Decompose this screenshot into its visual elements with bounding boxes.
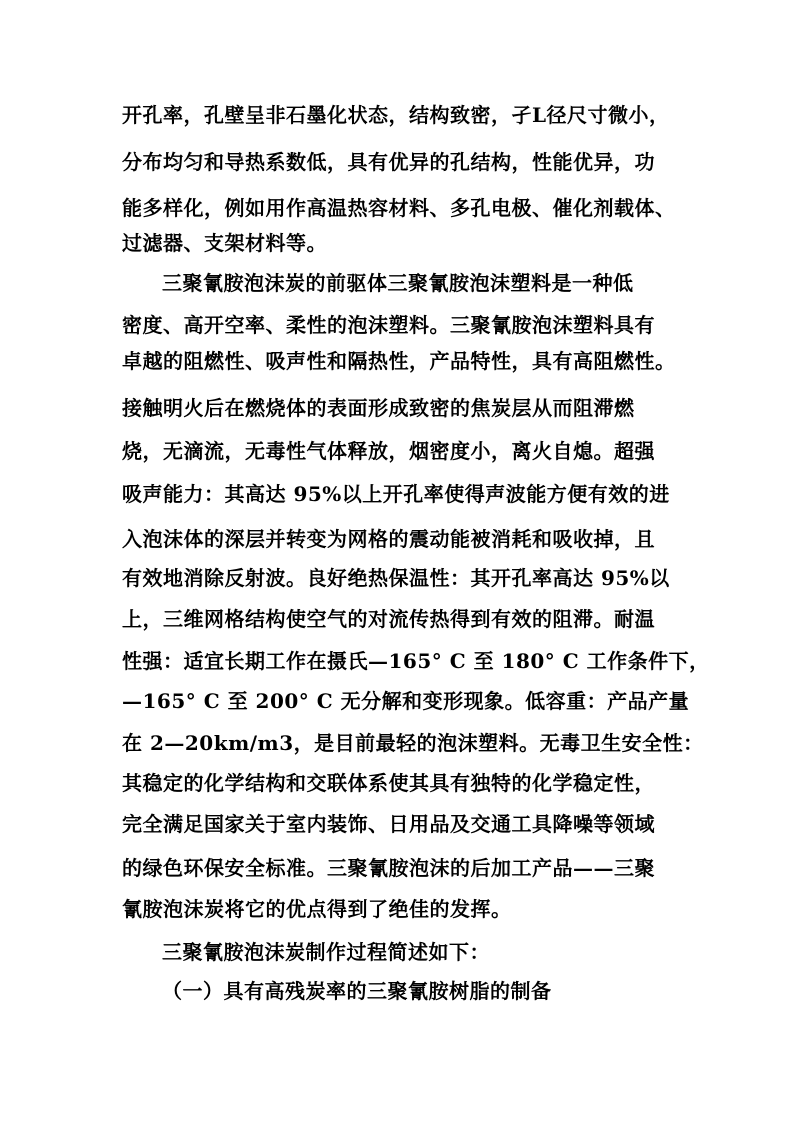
- paragraph1-line-1: 开孔率，孔壁呈非石墨化状态，结构致密，孑L径尺寸微小，: [122, 103, 670, 127]
- paragraph3-line-1: 三聚氰胺泡沫炭制作过程简述如下：: [162, 940, 490, 964]
- paragraph2-line-11: —165° C 至 200° C 无分解和变形现象。低容重：产品产量: [122, 689, 690, 713]
- paragraph2-line-14: 完全满足国家关于室内装饰、日用品及交通工具降噪等领域: [122, 812, 655, 836]
- paragraph2-line-1: 三聚氰胺泡沫炭的前驱体三聚氰胺泡沫塑料是一种低: [162, 271, 634, 295]
- paragraph2-line-13: 其稳定的化学结构和交联体系使其具有独特的化学稳定性，: [122, 771, 655, 795]
- paragraph2-line-3: 卓越的阻燃性、吸声性和隔热性，产品特性，具有高阻燃性。: [122, 349, 676, 373]
- paragraph1-line-3: 能多样化，例如用作高温热容材料、多孔电极、催化剂载体、: [122, 196, 676, 220]
- section-heading: （一）具有高残炭率的三聚氰胺树脂的制备: [162, 979, 552, 1003]
- paragraph2-line-8: 有效地消除反射波。良好绝热保温性：其开孔率高达 95%以: [122, 566, 670, 590]
- paragraph2-line-12: 在 2—20km/m3，是目前最轻的泡沫塑料。无毒卫生安全性：: [122, 731, 704, 755]
- paragraph2-line-16: 氰胺泡沫炭将它的优点得到了绝佳的发挥。: [122, 897, 512, 921]
- paragraph2-line-5: 烧，无滴流，无毒性气体释放，烟密度小，离火自熄。超强: [122, 439, 655, 463]
- paragraph2-line-7: 入泡沫体的深层并转变为网格的震动能被消耗和吸收掉，且: [122, 527, 655, 551]
- paragraph2-line-2: 密度、高开空率、柔性的泡沫塑料。三聚氰胺泡沫塑料具有: [122, 313, 655, 337]
- paragraph2-line-15: 的绿色环保安全标准。三聚氰胺泡沫的后加工产品——三聚: [122, 856, 655, 880]
- paragraph1-line-2: 分布均匀和导热系数低，具有优异的孔结构，性能优异，功: [122, 150, 655, 174]
- paragraph2-line-10: 性强：适宜长期工作在摄氏—165° C 至 180° C 工作条件下，: [122, 649, 710, 673]
- paragraph1-line-4: 过滤器、支架材料等。: [122, 231, 327, 255]
- paragraph2-line-4: 接触明火后在燃烧体的表面形成致密的焦炭层从而阻滞燃: [122, 396, 635, 420]
- paragraph2-line-9: 上，三维网格结构使空气的对流传热得到有效的阻滞。耐温: [122, 607, 655, 631]
- paragraph2-line-6: 吸声能力：其高达 95%以上开孔率使得声波能方便有效的进: [122, 482, 670, 506]
